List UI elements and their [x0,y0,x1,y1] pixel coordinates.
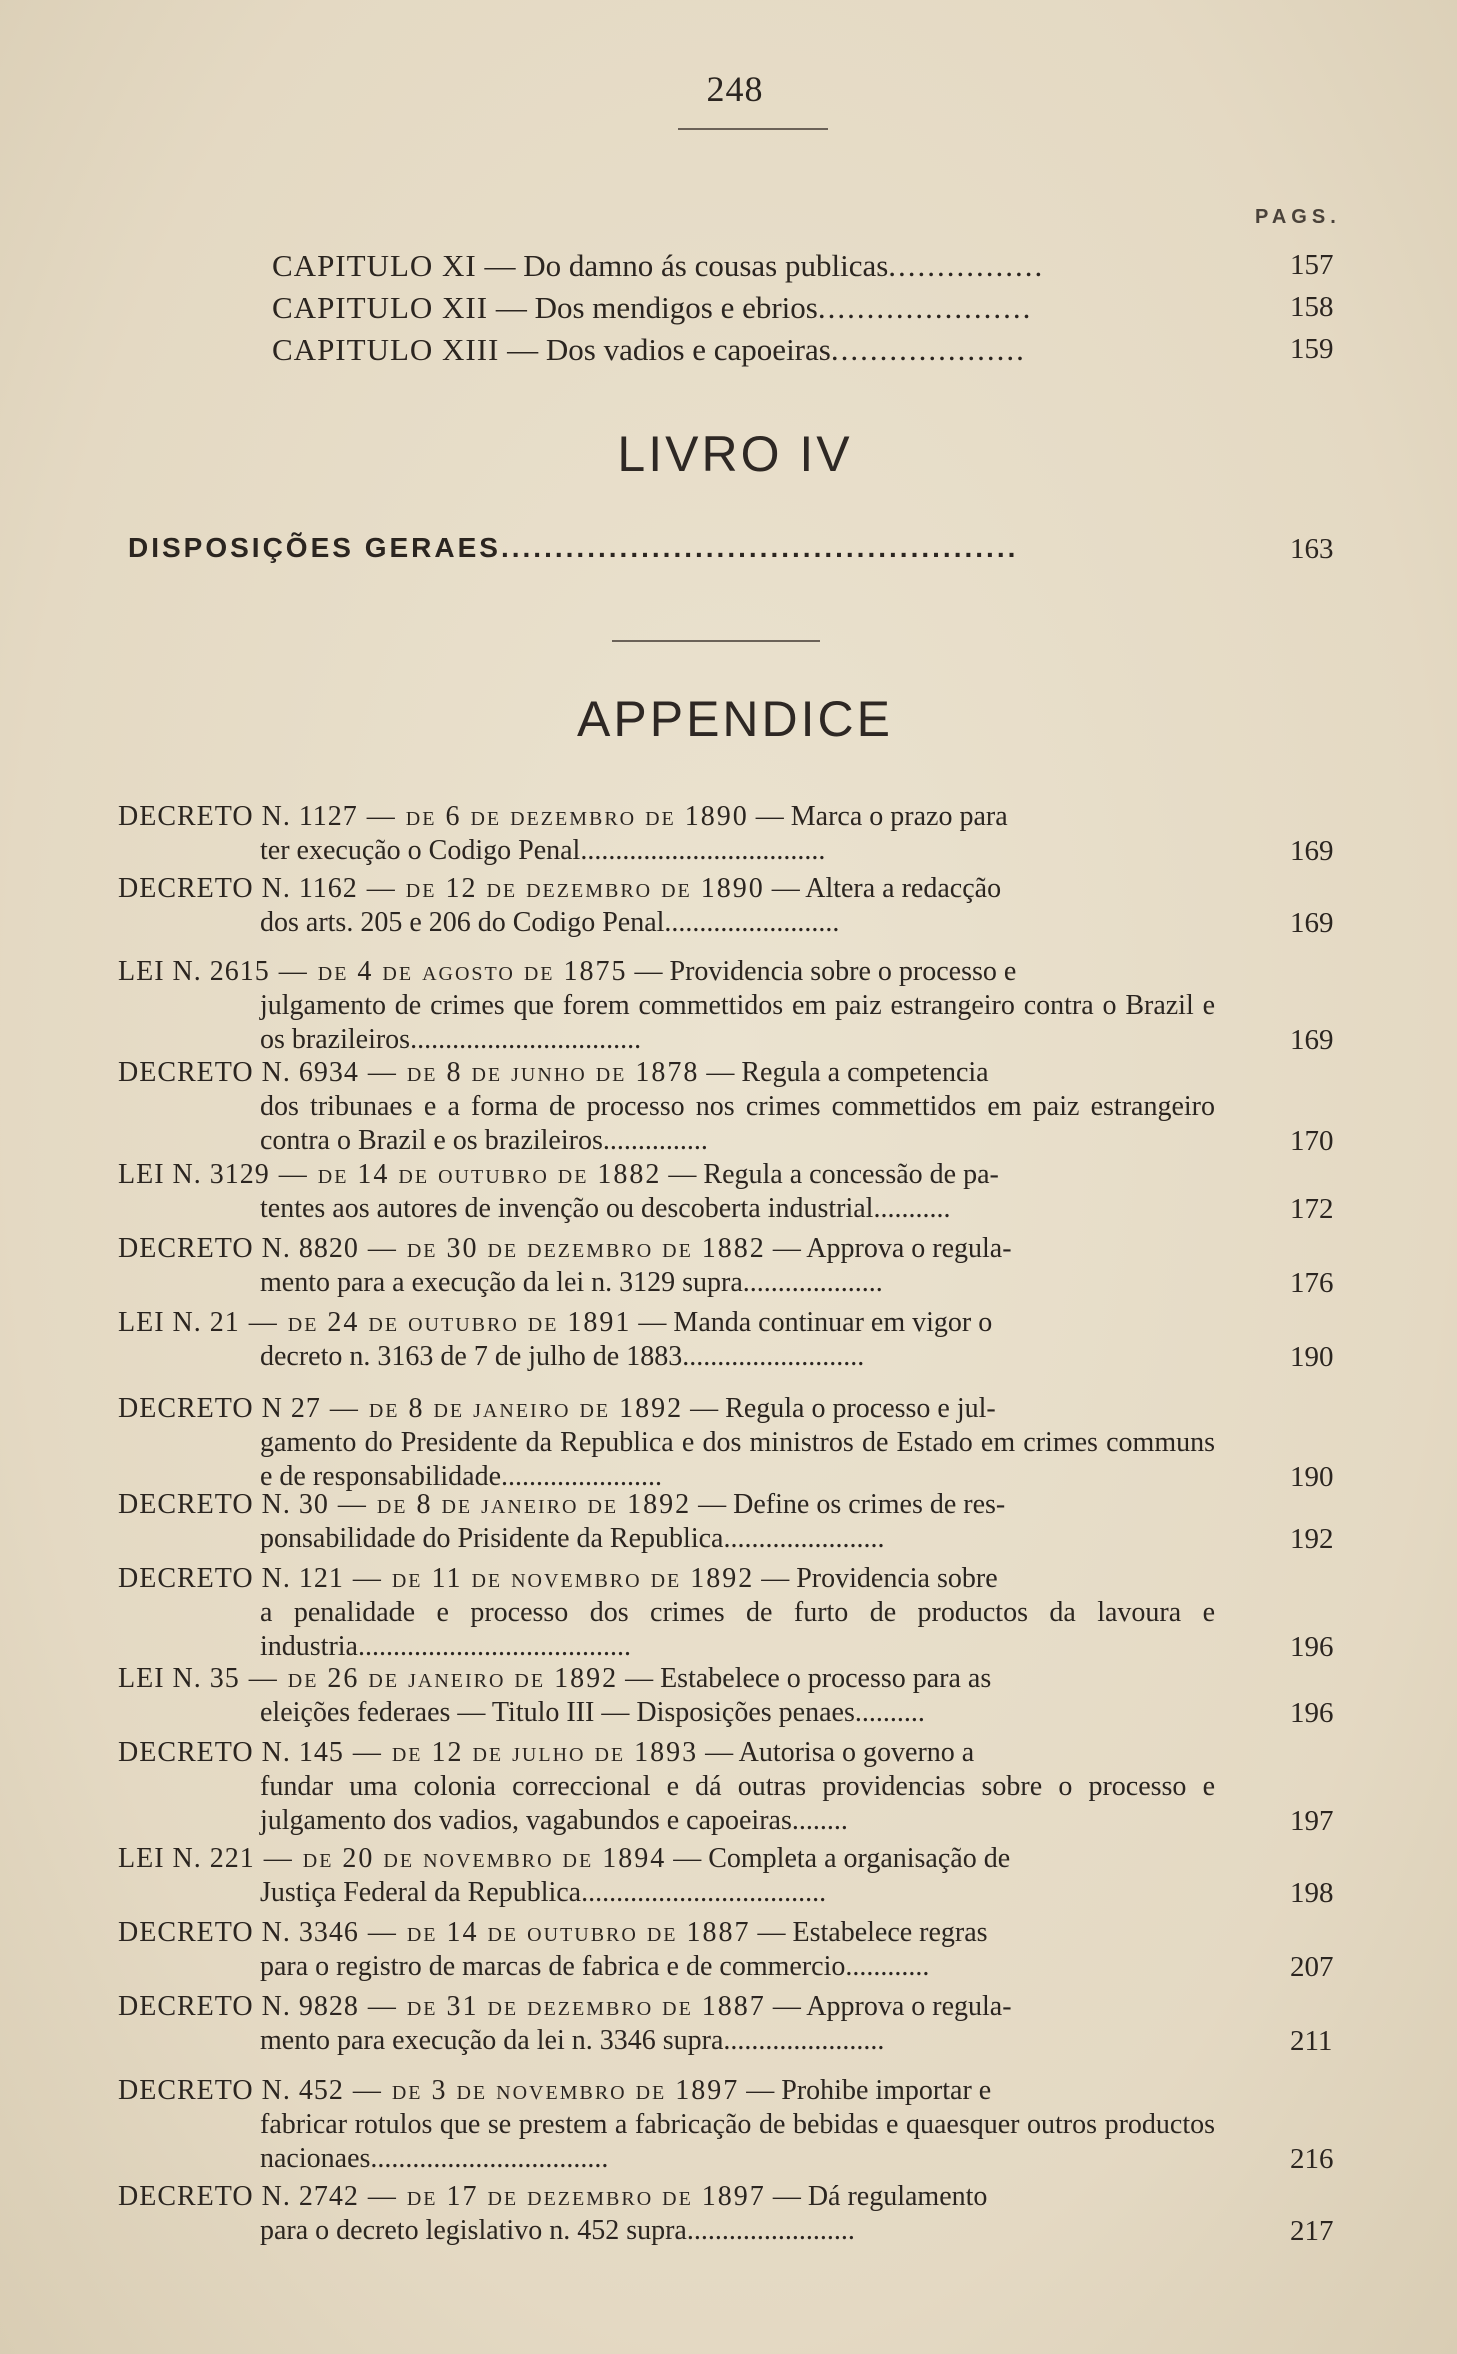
entry-act-number: DECRETO N. 452 [118,2075,344,2106]
entry-act-number: LEI N. 21 [118,1307,240,1338]
entry-page: 216 [1290,2143,1334,2175]
entry-page: 196 [1290,1697,1334,1729]
entry-page: 198 [1290,1877,1334,1909]
entry-first-line [118,2074,1215,2108]
entry-date: — de 4 de agosto de 1875 [269,956,628,987]
page-number-rule [678,128,828,130]
entry-first-line [118,1488,1215,1522]
chapter-label: CAPITULO XII [272,290,489,325]
entry-summary-continued: gamento do Presidente da Republica e dos ministros de Estado em crimes communs e de responsabilidade....................... [260,1427,1215,1492]
entry-summary-continued: tentes aos autores de invenção ou descoberta industrial........... [260,1193,951,1224]
entry-summary-continued: julgamento de crimes que forem commettidos em paiz estrangeiro contra o Brazil e os brazileiros................................. [260,990,1215,1055]
pags-column-label: PAGS. [1255,206,1341,228]
appendix-heading: APPENDICE [577,691,893,747]
chapter-entry [272,290,1217,325]
entry-summary-start: — Define os crimes de res- [691,1489,1006,1520]
entry-first-line [118,1916,1215,1950]
chapter-label: CAPITULO XIII [272,332,500,367]
entry-date: — de 30 de dezembro de 1882 [358,1233,766,1264]
entry-summary-start: — Estabelece o processo para as [618,1663,992,1694]
entry-date: — de 8 de junho de 1878 [358,1057,700,1088]
entry-date: — de 24 de outubro de 1891 [239,1307,632,1338]
entry-first-line [118,800,1215,834]
appendix-entry [118,1232,1215,1300]
entry-date: — de 20 de novembro de 1894 [254,1843,667,1874]
chapter-page: 159 [1290,333,1334,365]
entry-page: 169 [1290,907,1334,939]
entry-first-line [118,1562,1215,1596]
entry-page: 169 [1290,1024,1334,1056]
leader-dots: ................................................ [500,532,1019,563]
appendix-entry [118,1842,1215,1910]
entry-summary-continued: eleições federaes — Titulo III — Disposições penaes.......... [260,1697,925,1728]
entry-act-number: LEI N. 221 [118,1843,255,1874]
entry-act-number: LEI N. 2615 [118,956,270,987]
appendix-entry [118,1562,1215,1664]
entry-summary-continued: dos tribunaes e a forma de processo nos crimes commettidos em paiz estrangeiro contra o Brazil e os brazileiros............... [260,1091,1215,1156]
page-number: 248 [706,69,764,109]
entry-summary-continued: fundar uma colonia correccional e dá outras providencias sobre o processo e julgamento dos vadios, vagabundos e capoeiras........ [260,1771,1215,1836]
livro-entry-title: DISPOSIÇÕES GERAES [128,532,501,563]
entry-summary-continued: mento para a execução da lei n. 3129 supra.................... [260,1267,883,1298]
entry-act-number: LEI N. 3129 [118,1159,270,1190]
entry-act-number: DECRETO N. 3346 [118,1917,359,1948]
entry-summary-start: — Prohibe importar e [739,2075,992,2106]
appendix-entry [118,1306,1215,1374]
entry-first-line [118,1662,1215,1696]
chapter-entry [272,332,1217,367]
leader-dots: ...................... [817,290,1033,325]
entry-page: 196 [1290,1631,1334,1663]
entry-first-line [118,1232,1215,1266]
entry-date: — de 8 de janeiro de 1892 [320,1393,684,1424]
appendix-entry [118,1916,1215,1984]
livro-entry-page: 163 [1290,533,1334,565]
appendix-entry [118,1488,1215,1556]
livro-entry [128,532,1218,564]
entry-summary-start: — Regula o processo e jul- [683,1393,996,1424]
entry-act-number: DECRETO N. 8820 [118,1233,359,1264]
leader-dots: .................... [830,332,1026,367]
entry-summary-start: — Completa a organisação de [666,1843,1011,1874]
entry-summary-continued: ponsabilidade do Prisidente da Republica....................... [260,1523,885,1554]
chapter-title: — Do damno ás cousas publicas [476,248,889,283]
entry-page: 207 [1290,1951,1334,1983]
appendix-entry [118,1392,1215,1494]
entry-page: 169 [1290,835,1334,867]
chapter-label: CAPITULO XI [272,248,477,283]
appendix-entry [118,872,1215,940]
entry-summary-continued: para o registro de marcas de fabrica e de commercio............ [260,1951,930,1982]
entry-summary-start: — Autorisa o governo a [698,1737,975,1768]
entry-summary-continued: fabricar rotulos que se prestem a fabricação de bebidas e quaesquer outros productos nacionaes.................................. [260,2109,1215,2174]
entry-page: 176 [1290,1267,1334,1299]
appendix-entry [118,1990,1215,2058]
chapter-title: — Dos mendigos e ebrios [488,290,818,325]
entry-first-line [118,1158,1215,1192]
entry-act-number: DECRETO N. 6934 [118,1057,359,1088]
entry-page: 211 [1290,2025,1333,2057]
entry-page: 190 [1290,1341,1334,1373]
entry-page: 190 [1290,1461,1334,1493]
entry-page: 192 [1290,1523,1334,1555]
appendix-entry [118,2074,1215,2176]
entry-summary-start: — Dá regulamento [765,2181,988,2212]
entry-act-number: DECRETO N. 1162 [118,873,358,904]
entry-date: — de 6 de dezembro de 1890 [357,801,749,832]
appendix-entry [118,1662,1215,1730]
appendix-entry [118,1158,1215,1226]
entry-date: — de 12 de julho de 1893 [343,1737,699,1768]
entry-first-line [118,1990,1215,2024]
entry-summary-start: — Marca o prazo para [748,801,1008,832]
entry-summary-continued: a penalidade e processo dos crimes de furto de productos da lavoura e industria....................................... [260,1597,1215,1662]
entry-summary-start: — Regula a competencia [699,1057,989,1088]
entry-summary-continued: Justiça Federal da Republica................................... [260,1877,827,1908]
entry-act-number: DECRETO N. 1127 [118,801,358,832]
entry-summary-start: — Altera a redacção [764,873,1002,904]
entry-act-number: DECRETO N. 30 [118,1489,329,1520]
entry-date: — de 14 de outubro de 1887 [358,1917,751,1948]
chapter-entry [272,248,1217,283]
entry-first-line [118,1736,1215,1770]
entry-act-number: DECRETO N. 2742 [118,2181,359,2212]
entry-summary-start: — Regula a concessão de pa- [661,1159,999,1190]
entry-first-line [118,1056,1215,1090]
entry-summary-continued: mento para execução da lei n. 3346 supra....................... [260,2025,885,2056]
entry-date: — de 3 de novembro de 1897 [343,2075,740,2106]
entry-summary-start: — Approva o regula- [765,1991,1012,2022]
chapter-title: — Dos vadios e capoeiras [499,332,831,367]
appendix-entry [118,2180,1215,2248]
entry-date: — de 8 de janeiro de 1892 [328,1489,692,1520]
entry-date: — de 31 de dezembro de 1887 [358,1991,766,2022]
appendix-entry [118,1736,1215,1838]
entry-summary-continued: para o decreto legislativo n. 452 supra........................ [260,2215,855,2246]
appendix-entry [118,1056,1215,1158]
entry-date: — de 11 de novembro de 1892 [343,1563,755,1594]
entry-page: 172 [1290,1193,1334,1225]
entry-act-number: DECRETO N. 145 [118,1737,344,1768]
entry-first-line [118,1842,1215,1876]
entry-first-line [118,2180,1215,2214]
entry-date: — de 14 de outubro de 1882 [269,1159,662,1190]
entry-act-number: DECRETO N. 121 [118,1563,344,1594]
appendix-entry [118,955,1215,1057]
entry-summary-start: — Estabelece regras [750,1917,988,1948]
entry-summary-continued: ter execução o Codigo Penal................................... [260,835,826,866]
entry-summary-continued: dos arts. 205 e 206 do Codigo Penal......................... [260,907,840,938]
entry-page: 170 [1290,1125,1334,1157]
entry-first-line [118,1306,1215,1340]
entry-date: — de 12 de dezembro de 1890 [357,873,765,904]
entry-act-number: DECRETO N 27 [118,1393,321,1424]
entry-first-line [118,872,1215,906]
entry-first-line [118,955,1215,989]
entry-page: 217 [1290,2215,1334,2247]
entry-summary-start: — Manda continuar em vigor o [631,1307,993,1338]
entry-date: — de 26 de janeiro de 1892 [239,1663,619,1694]
livro-heading: LIVRO IV [617,426,853,482]
entry-summary-start: — Providencia sobre o processo e [627,956,1017,987]
entry-summary-start: — Providencia sobre [754,1563,998,1594]
chapter-page: 158 [1290,291,1334,323]
chapter-page: 157 [1290,249,1334,281]
entry-summary-start: — Approva o regula- [765,1233,1012,1264]
entry-summary-continued: decreto n. 3163 de 7 de julho de 1883.......................... [260,1341,865,1372]
appendix-entry [118,800,1215,868]
entry-first-line [118,1392,1215,1426]
section-divider [612,640,820,642]
entry-act-number: LEI N. 35 [118,1663,240,1694]
leader-dots: ................ [888,248,1045,283]
entry-date: — de 17 de dezembro de 1897 [358,2181,766,2212]
entry-page: 197 [1290,1805,1334,1837]
entry-act-number: DECRETO N. 9828 [118,1991,359,2022]
